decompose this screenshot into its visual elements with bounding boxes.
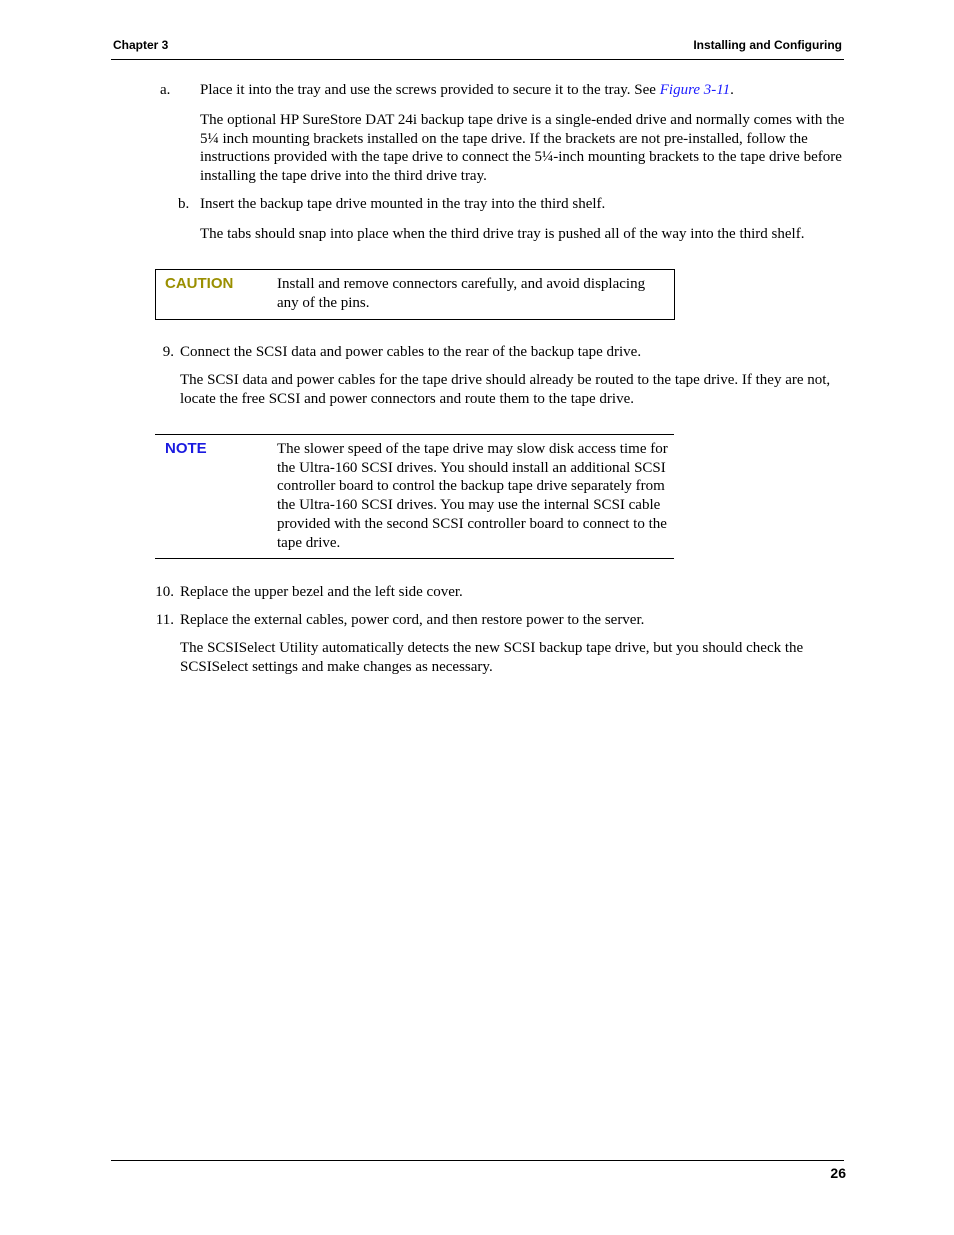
caution-text: Install and remove connectors carefully, and avoid displacing any of the pins.: [277, 276, 646, 311]
note-label: NOTE: [165, 440, 207, 457]
note-text: The slower speed of the tape drive may slow disk access time for the Ultra-160 SCSI drives. You should install an additional SCSI controller board to control the backup tape drive separately from the Ultra-160 SCSI drives. You may use the internal SCSI cable provided with the second SCSI controller board to connect to the tape drive.: [277, 441, 668, 551]
caution-label: CAUTION: [165, 275, 234, 292]
note-bottom-rule: [155, 558, 674, 559]
step-11-paragraph: The SCSISelect Utility automatically detects the new SCSI backup tape drive, but you should check the SCSISelect settings and make changes as necessary.: [180, 640, 804, 675]
step-9-text: Connect the SCSI data and power cables to the rear of the backup tape drive.: [180, 344, 642, 360]
step-a-marker: a.: [160, 82, 171, 98]
step-10-marker: 10.: [155, 584, 174, 600]
step-a-text: Place it into the tray and use the screws provided to secure it to the tray. See Figure 3-11.: [200, 82, 734, 98]
page-number: 26: [830, 1165, 846, 1181]
step-b-paragraph: The tabs should snap into place when the third drive tray is pushed all of the way into the third shelf.: [200, 226, 805, 242]
step-a-paragraph: The optional HP SureStore DAT 24i backup tape drive is a single-ended drive and normally comes with the 5¼ inch mounting brackets installed on the tape drive. If the brackets are not pre-installed, follow the instructions provided with the tape drive to connect the 5¼-inch mounting brackets to the tape drive before installing the tape drive into the third drive tray.: [200, 112, 845, 185]
step-b-text: Insert the backup tape drive mounted in the tray into the third shelf.: [200, 196, 606, 212]
figure-link[interactable]: Figure 3-11: [659, 82, 731, 98]
note-top-rule: [155, 434, 674, 435]
step-b-marker: b.: [178, 196, 190, 212]
header-rule: [111, 59, 844, 60]
step-9-paragraph: The SCSI data and power cables for the tape drive should already be routed to the tape drive. If they are not, locate the free SCSI and power connectors and route them to the tape drive.: [180, 372, 831, 407]
footer-rule: [111, 1160, 844, 1161]
step-10-text: Replace the upper bezel and the left side cover.: [180, 584, 463, 600]
chapter-label: Chapter 3: [113, 38, 169, 52]
step-11-marker: 11.: [155, 612, 174, 628]
step-11-text: Replace the external cables, power cord, and then restore power to the server.: [180, 612, 645, 628]
step-9-marker: 9.: [162, 344, 174, 360]
section-title: Installing and Configuring: [693, 38, 842, 52]
